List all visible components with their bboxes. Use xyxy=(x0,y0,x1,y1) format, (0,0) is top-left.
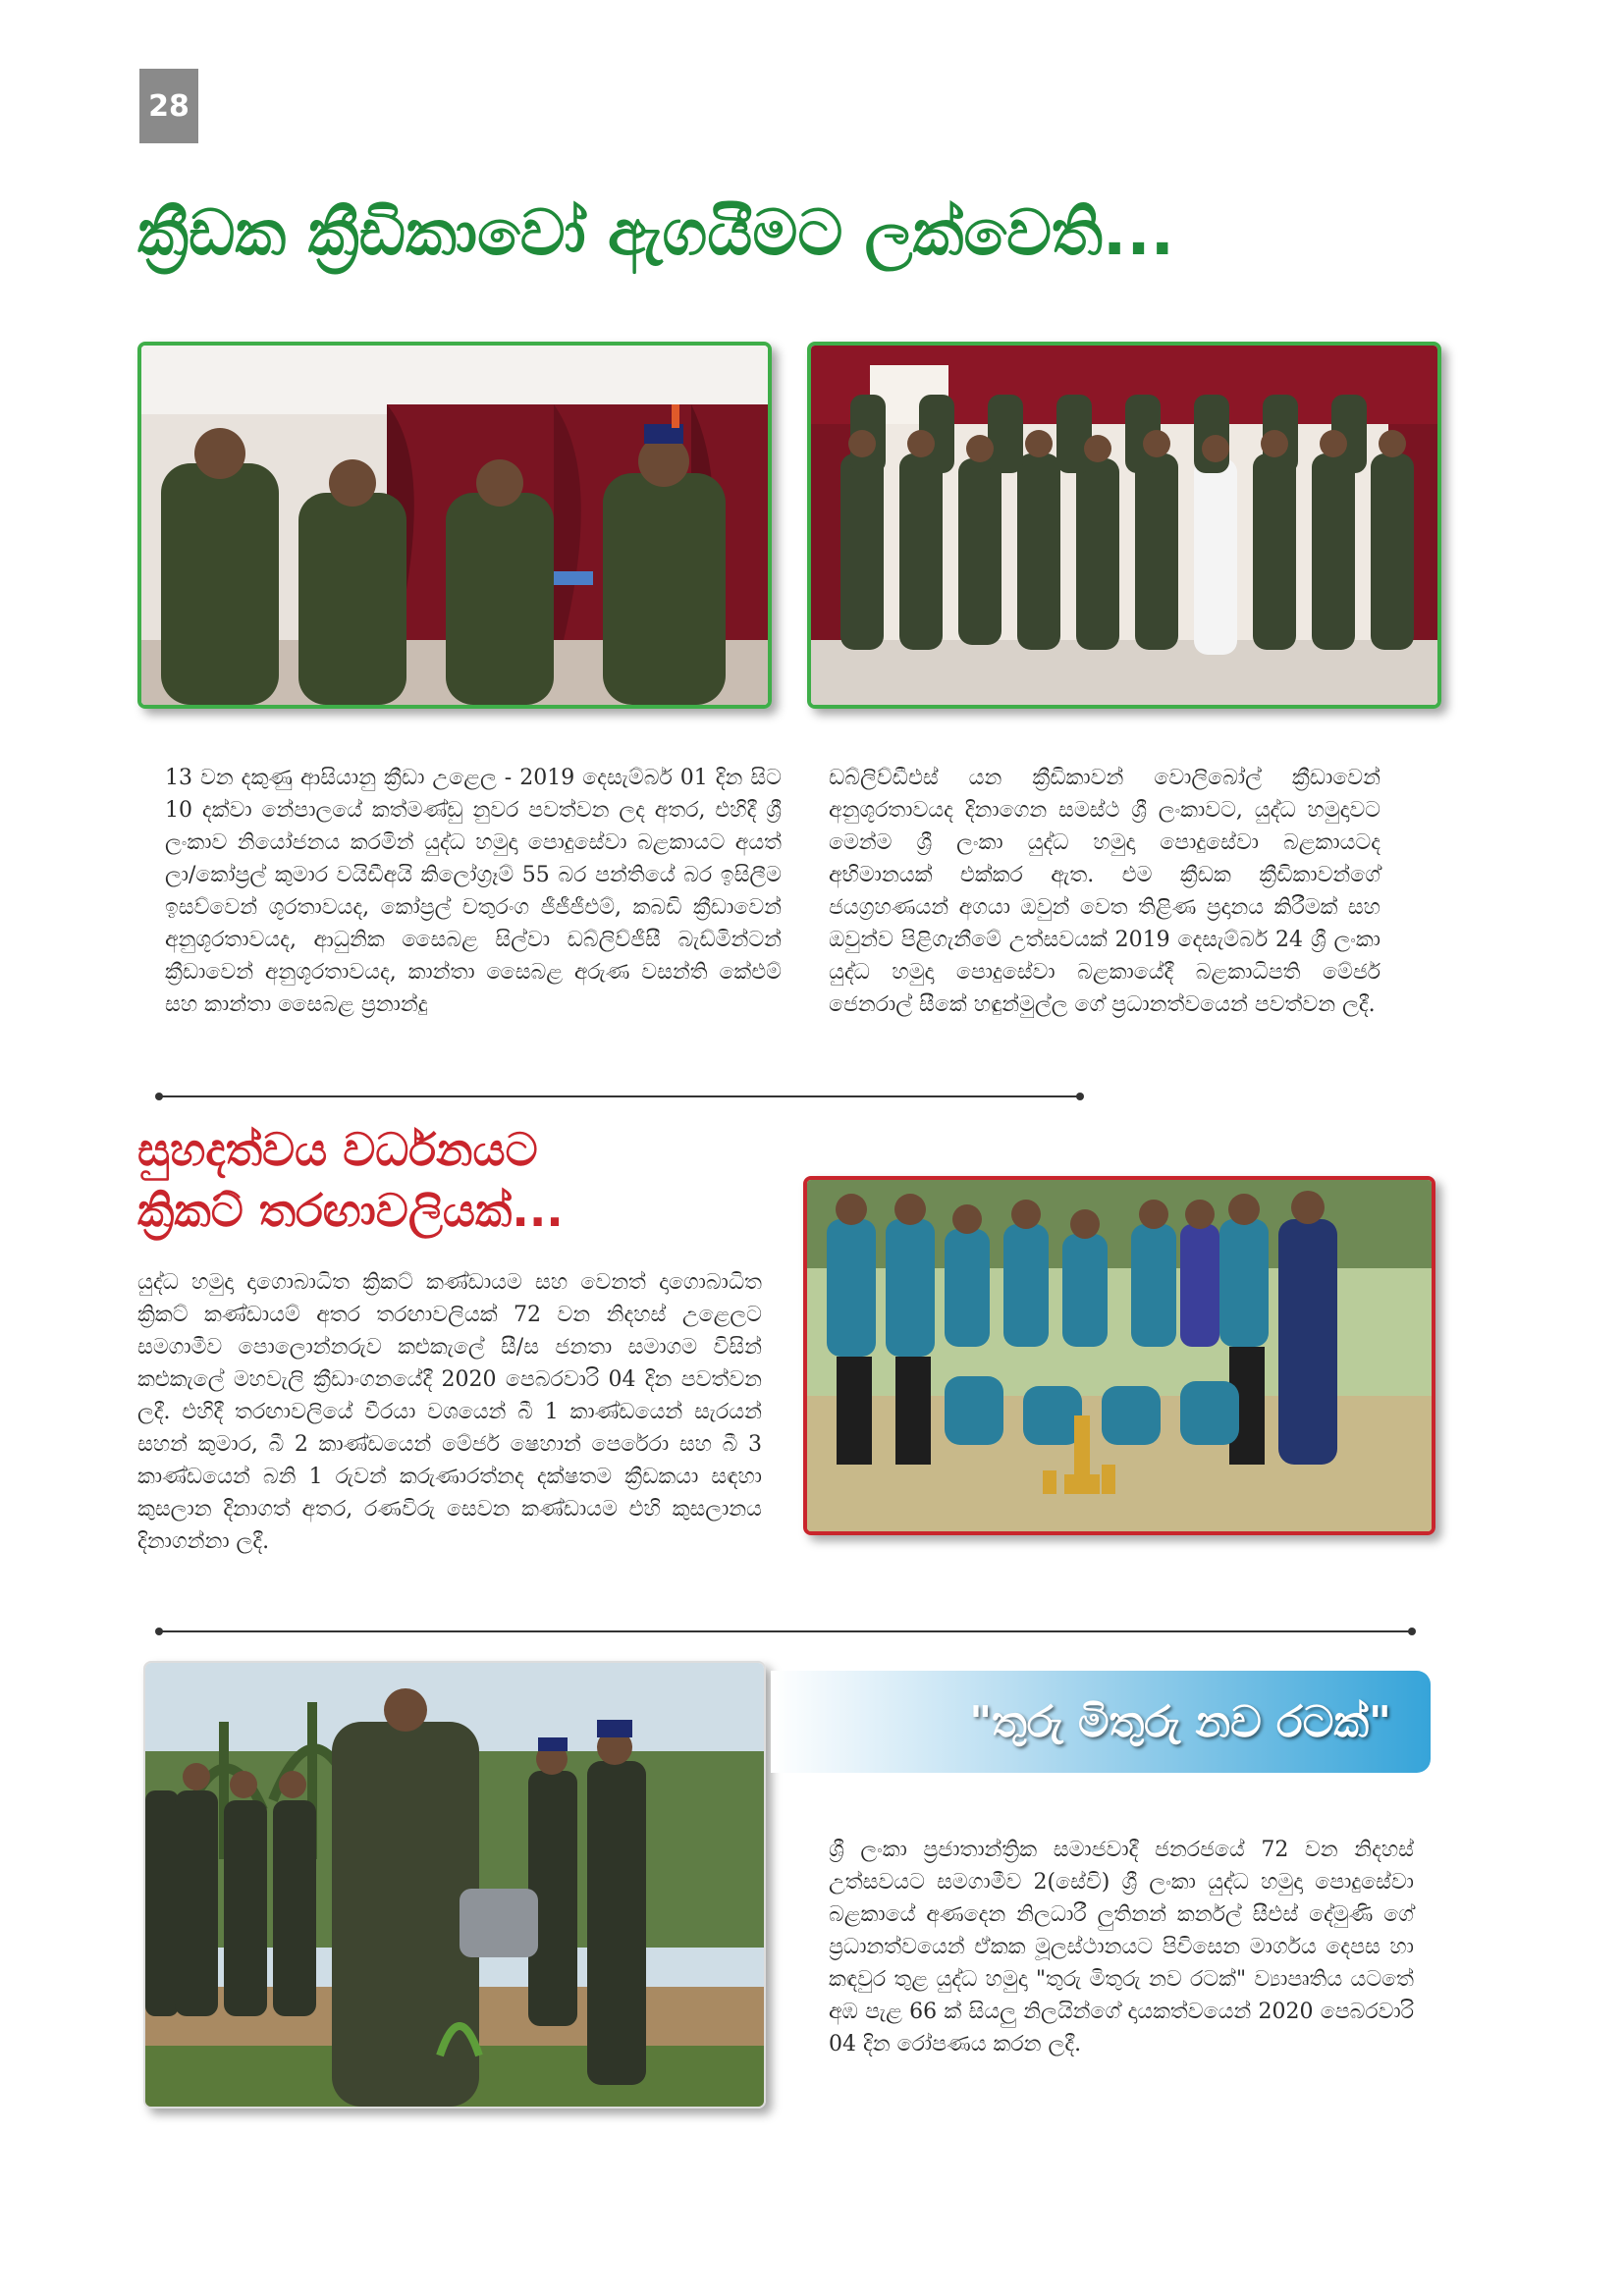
award-ceremony-photo-image xyxy=(141,346,768,705)
tree-planting-photo xyxy=(143,1661,766,2109)
tree-planting-banner xyxy=(771,1671,1431,1773)
page-number xyxy=(139,69,198,143)
tree-planting-photo-image xyxy=(145,1663,764,2107)
article2-headline-line1: සුහදත්වය වර්ධනයට xyxy=(137,1123,538,1176)
article1-headline: ක්‍රීඩක ක්‍රීඩිකාවෝ ඇගයීමට ලක්වෙති... xyxy=(137,197,1174,270)
article2-body-text: යුද්ධ හමුදා දාගොබාධිත ක්‍රිකට් කණ්ඩායම සහ වෙනත් දාගොබාධිත ක්‍රිකට් කණ්ඩායම් අතර තරඟාවලියක් 72 වන නිදහස් උළෙලට සමගාමීව පොලොන්නරුව කළුකැලේ සී/ස ජනතා සමාගම විසින් කළුකැලේ මහවැලි ක්‍රීඩාංගනයේදී 2020 පෙබරවාරි 04 දින පවත්වන ලදී. එහිදී තරඟාවලියේ වීරයා වශයෙන් බී 1 කාණ්ඩයෙන් සැරයන් සහන් කුමාර, බී 2 කාණ්ඩයෙන් මේජර් ෂෙහාන් පෙරේරා සහ බී 3 කාණ්ඩයෙන් බනි 1 රුවන් කරුණාරත්නද දක්ෂතම ක්‍රීඩකයා සඳහා කුසලාන දිනාගත් අතර, රණවිරු සෙවන කණ්ඩායම එහි කුසලානය දිනාගන්නා ලදී. xyxy=(137,1270,762,1554)
banner-title: "තුරු මිතුරු නව රටක්" xyxy=(969,1696,1391,1747)
medal-winners-group-photo xyxy=(807,342,1441,709)
article1-column2-text: ඩබ්ලිව්ඩීඑස් යන ක්‍රීඩිකාවන් වොලිබෝල් ක්‍රීඩාවෙන් අනුශූරතාවයද දිනාගෙන සමස්ථ ශ්‍රී ලංකාවට, යුද්ධ හමුදාවට මෙන්ම ශ්‍රී ලංකා යුද්ධ හමුදා පොදුසේවා බළකායටද අභිමානයක් එක්කර ඇත. එම ක්‍රීඩක ක්‍රීඩිකාවන්ගේ ජයග්‍රහණයන් අගයා ඔවුන් වෙත තිළිණ ප්‍රදානය කිරීමක් සහ ඔවුන්ව පිළිගැනීමේ උත්සවයක් 2019 දෙසැම්බර් 24 ශ්‍රී ලංකා යුද්ධ හමුදා පොදුසේවා බළකායේදී බළකාධිපති මේජර් ජෙනරාල් සීකේ හඳුන්මුල්ල ගේ ප්‍රධානත්වයෙන් පවත්වන ලදී. xyxy=(829,766,1380,1017)
cricket-team-photo-image xyxy=(807,1180,1432,1531)
medal-winners-group-photo-image xyxy=(811,346,1437,705)
section-divider-1 xyxy=(159,1095,1080,1097)
article1-column1-text: 13 වන දකුණු ආසියානු ක්‍රීඩා උළෙල - 2019 දෙසැම්බර් 01 දින සිට 10 දක්වා නේපාලයේ කත්මණ්ඩු නුවර පවත්වන ලද අතර, එහිදී ශ්‍රී ලංකාව නියෝජනය කරමින් යුද්ධ හමුදා පොදුසේවා බළකායට අයත් ලා/කෝප්‍රල් කුමාර වයිඩීඅයි කිලෝග්‍රෑම් 55 බර පන්තියේ බර ඉසිලීම ඉසව්වෙන් ශූරතාවයද, කෝප්‍රල් චතුරංග ජීජීජීඑම්, කබඩි ක්‍රීඩාවෙන් අනුශූරතාවයද, ආධුනික සෛබළ සිල්වා ඩබ්ලිව්ජීසී බැඩ්මින්ටන් ක්‍රීඩාවෙන් අනුශූරතාවයද, කාන්තා සෛබළ අරුණ වසන්ති කේඑම් සහ කාන්තා සෛබළ ප්‍රනාන්දු xyxy=(165,766,782,1017)
cricket-team-photo xyxy=(803,1176,1435,1535)
article2-headline-line2: ක්‍රිකට් තරඟාවලියක්... xyxy=(137,1184,564,1237)
award-ceremony-photo xyxy=(137,342,772,709)
article2-headline xyxy=(137,1119,727,1241)
article3-body-text: ශ්‍රී ලංකා ප්‍රජාතාන්ත්‍රික සමාජවාදී ජනරජයේ 72 වන නිදහස් උත්සවයට සමගාමීව 2(සේවි) ශ්‍රී ලංකා යුද්ධ හමුදා පොදුසේවා බළකායේ අණදෙන නිලධාරී ලුතිනන් කර්නල් සීඑස් දේමුණි ගේ ප්‍රධානත්වයෙන් ඒකක මූලස්ථානයට පිවිසෙන මාර්ගය දෙපස හා කඳවුර තුළ යුද්ධ හමුදා "තුරු මිතුරු නව රටක්" ව්‍යාපෘතිය යටතේ අඹ පැළ 66 ක් සියලු නිලයින්ගේ දායකත්වයෙන් 2020 පෙබරවාරි 04 දින රෝපණය කරන ලදී. xyxy=(829,1838,1414,2056)
page-number-text: 28 xyxy=(148,88,189,124)
section-divider-2 xyxy=(159,1630,1412,1632)
